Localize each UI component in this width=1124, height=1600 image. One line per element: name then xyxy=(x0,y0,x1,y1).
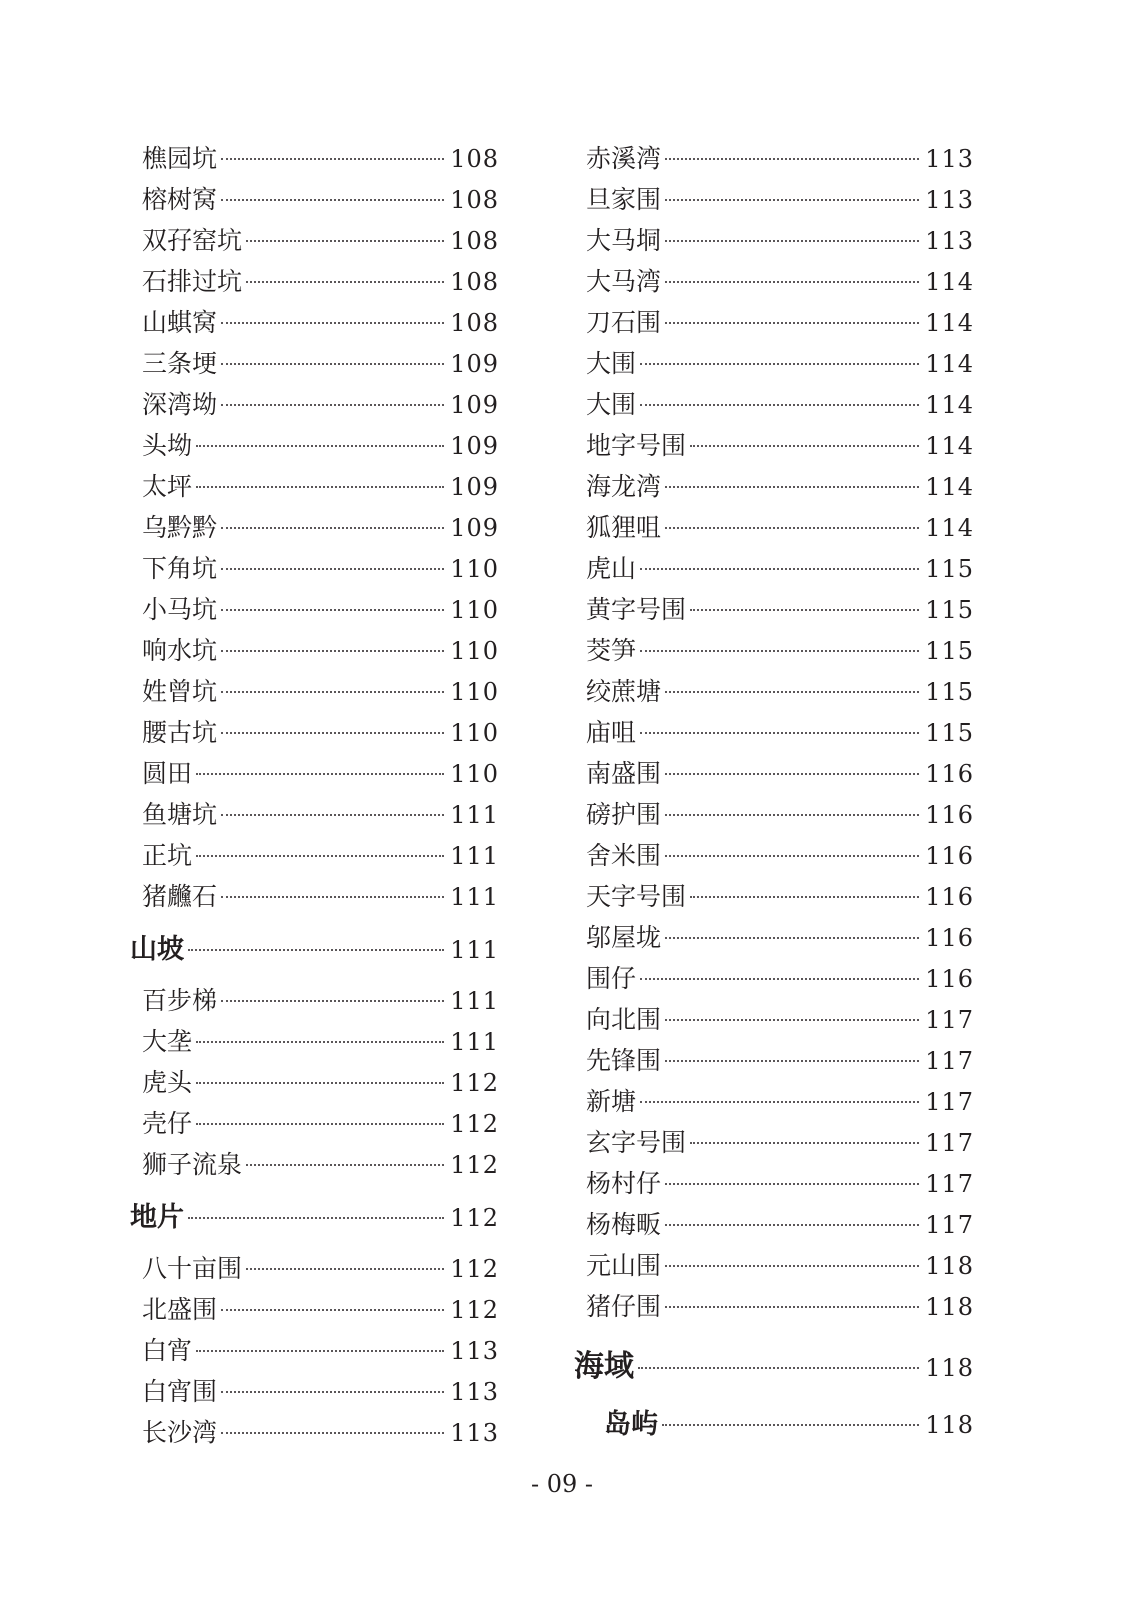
toc-entry-label: 头坳 xyxy=(142,431,193,460)
dot-leader xyxy=(196,486,444,488)
toc-entry-page: 114 xyxy=(925,432,974,460)
toc-entry xyxy=(574,425,974,466)
toc-entry-label: 地片 xyxy=(130,1202,184,1233)
toc-entry-label: 八十亩围 xyxy=(142,1254,243,1283)
toc-entry xyxy=(574,917,974,958)
toc-entry-page: 111 xyxy=(450,883,499,911)
toc-entry-page: 117 xyxy=(925,1170,974,1198)
dot-leader xyxy=(662,1424,919,1426)
toc-entry-page: 108 xyxy=(450,186,499,214)
toc-entry-page: 115 xyxy=(925,637,974,665)
dot-leader xyxy=(221,691,444,693)
toc-entry-page: 109 xyxy=(450,350,499,378)
toc-entry-label: 正坑 xyxy=(142,841,193,870)
dot-leader xyxy=(665,1265,919,1267)
toc-entry-page: 114 xyxy=(925,350,974,378)
toc-entry xyxy=(130,1021,499,1062)
toc-entry-page: 110 xyxy=(450,596,499,624)
dot-leader xyxy=(665,322,919,324)
dot-leader xyxy=(665,199,919,201)
toc-entry-label: 舍米围 xyxy=(586,841,662,870)
toc-entry-label: 磅护围 xyxy=(586,800,662,829)
toc-entry xyxy=(130,630,499,671)
toc-entry-label: 刀石围 xyxy=(586,308,662,337)
toc-entry-page: 113 xyxy=(450,1378,499,1406)
toc-entry xyxy=(130,753,499,794)
toc-entry-page: 118 xyxy=(925,1252,974,1280)
toc-entry-label: 百步梯 xyxy=(142,986,218,1015)
toc-entry-label: 榕树窝 xyxy=(142,185,218,214)
toc-entry xyxy=(130,507,499,548)
toc-entry xyxy=(574,999,974,1040)
dot-leader xyxy=(665,1306,919,1308)
toc-entry-page: 114 xyxy=(925,514,974,542)
dot-leader xyxy=(196,773,444,775)
toc-entry-label: 旦家围 xyxy=(586,185,662,214)
toc-entry-label: 天字号围 xyxy=(586,882,687,911)
toc-entry xyxy=(130,1062,499,1103)
toc-entry xyxy=(574,1081,974,1122)
toc-entry xyxy=(130,1248,499,1289)
toc-entry-label: 石排过坑 xyxy=(142,267,243,296)
toc-right-column xyxy=(574,138,974,1451)
toc-entry-label: 南盛围 xyxy=(586,759,662,788)
toc-entry-page: 111 xyxy=(450,801,499,829)
toc-entry-label: 下角坑 xyxy=(142,554,218,583)
toc-entry-page: 112 xyxy=(450,1110,499,1138)
toc-entry-page: 110 xyxy=(450,555,499,583)
dot-leader xyxy=(221,1000,444,1002)
toc-entry xyxy=(574,261,974,302)
dot-leader xyxy=(196,1350,444,1352)
toc-entry-page: 116 xyxy=(925,842,974,870)
toc-entry xyxy=(130,138,499,179)
dot-leader xyxy=(640,732,919,734)
page-number: - 09 - xyxy=(530,1470,593,1498)
toc-entry-label: 虎山 xyxy=(586,554,637,583)
toc-entry xyxy=(574,671,974,712)
dot-leader xyxy=(640,650,919,652)
toc-entry-page: 113 xyxy=(450,1419,499,1447)
toc-entry-page: 108 xyxy=(450,227,499,255)
toc-entry-label: 庙咀 xyxy=(586,718,637,747)
toc-entry xyxy=(574,220,974,261)
toc-entry xyxy=(574,548,974,589)
toc-entry xyxy=(130,671,499,712)
toc-entry xyxy=(130,220,499,261)
dot-leader xyxy=(221,158,444,160)
toc-entry-label: 向北围 xyxy=(586,1005,662,1034)
dot-leader xyxy=(196,855,444,857)
toc-entry-page: 108 xyxy=(450,309,499,337)
toc-entry xyxy=(574,1040,974,1081)
dot-leader xyxy=(221,568,444,570)
toc-entry-label: 小马坑 xyxy=(142,595,218,624)
toc-entry-label: 狐狸咀 xyxy=(586,513,662,542)
toc-entry-page: 115 xyxy=(925,596,974,624)
dot-leader xyxy=(221,814,444,816)
toc-entry xyxy=(574,712,974,753)
toc-entry-label: 黄字号围 xyxy=(586,595,687,624)
toc-entry-label: 先锋围 xyxy=(586,1046,662,1075)
dot-leader xyxy=(665,1183,919,1185)
toc-entry-page: 112 xyxy=(450,1069,499,1097)
toc-entry-label: 白宵围 xyxy=(142,1377,218,1406)
toc-entry xyxy=(130,980,499,1021)
toc-entry xyxy=(574,835,974,876)
toc-entry-label: 深湾坳 xyxy=(142,390,218,419)
toc-entry xyxy=(574,302,974,343)
toc-entry xyxy=(130,712,499,753)
toc-entry-page: 109 xyxy=(450,432,499,460)
dot-leader xyxy=(246,281,444,283)
toc-entry xyxy=(130,1412,499,1453)
toc-entry-page: 117 xyxy=(925,1211,974,1239)
toc-entry xyxy=(574,384,974,425)
dot-leader xyxy=(665,1019,919,1021)
toc-entry-label: 大围 xyxy=(586,390,637,419)
toc-entry-page: 115 xyxy=(925,719,974,747)
toc-entry xyxy=(130,302,499,343)
toc-entry-label: 鱼塘坑 xyxy=(142,800,218,829)
toc-section-heading xyxy=(574,1399,974,1451)
toc-entry xyxy=(130,876,499,917)
toc-entry-page: 117 xyxy=(925,1047,974,1075)
dot-leader xyxy=(638,1367,919,1369)
dot-leader xyxy=(665,1224,919,1226)
toc-entry xyxy=(574,958,974,999)
toc-entry xyxy=(130,343,499,384)
dot-leader xyxy=(221,650,444,652)
toc-section-heading xyxy=(130,922,499,978)
dot-leader xyxy=(690,609,919,611)
dot-leader xyxy=(188,1217,444,1219)
toc-entry-page: 114 xyxy=(925,473,974,501)
dot-leader xyxy=(221,609,444,611)
toc-entry xyxy=(574,466,974,507)
toc-entry-label: 玄字号围 xyxy=(586,1128,687,1157)
toc-entry-label: 山蜞窝 xyxy=(142,308,218,337)
toc-entry-page: 116 xyxy=(925,801,974,829)
toc-entry-label: 大马垌 xyxy=(586,226,662,255)
dot-leader xyxy=(665,240,919,242)
toc-entry xyxy=(574,630,974,671)
dot-leader xyxy=(246,1268,444,1270)
toc-entry-page: 109 xyxy=(450,391,499,419)
dot-leader xyxy=(665,486,919,488)
toc-entry-label: 猪虪石 xyxy=(142,882,218,911)
toc-entry xyxy=(130,1144,499,1185)
dot-leader xyxy=(665,855,919,857)
toc-entry-label: 赤溪湾 xyxy=(586,144,662,173)
toc-entry-label: 狮子流泉 xyxy=(142,1150,243,1179)
toc-entry-label: 樵园坑 xyxy=(142,144,218,173)
toc-entry xyxy=(574,1204,974,1245)
toc-entry xyxy=(130,794,499,835)
toc-entry-page: 113 xyxy=(450,1337,499,1365)
toc-entry-label: 虎头 xyxy=(142,1068,193,1097)
toc-entry xyxy=(574,138,974,179)
toc-entry-page: 113 xyxy=(925,145,974,173)
toc-entry xyxy=(130,1103,499,1144)
toc-entry xyxy=(130,384,499,425)
toc-entry xyxy=(130,466,499,507)
dot-leader xyxy=(221,1432,444,1434)
dot-leader xyxy=(221,1391,444,1393)
toc-entry-page: 112 xyxy=(450,1296,499,1324)
toc-entry xyxy=(574,507,974,548)
toc-section-heading xyxy=(574,1335,974,1399)
dot-leader xyxy=(640,1101,919,1103)
dot-leader xyxy=(665,937,919,939)
dot-leader xyxy=(665,691,919,693)
dot-leader xyxy=(221,322,444,324)
toc-entry-page: 114 xyxy=(925,391,974,419)
toc-entry xyxy=(130,548,499,589)
dot-leader xyxy=(640,568,919,570)
dot-leader xyxy=(690,1142,919,1144)
dot-leader xyxy=(665,814,919,816)
toc-entry-page: 112 xyxy=(450,1204,499,1232)
toc-entry-page: 112 xyxy=(450,1255,499,1283)
toc-entry xyxy=(574,753,974,794)
toc-entry-page: 116 xyxy=(925,760,974,788)
toc-entry xyxy=(574,1122,974,1163)
toc-entry-label: 太坪 xyxy=(142,472,193,501)
dot-leader xyxy=(640,978,919,980)
dot-leader xyxy=(221,732,444,734)
toc-entry-page: 109 xyxy=(450,514,499,542)
toc-entry-label: 双孖窑坑 xyxy=(142,226,243,255)
toc-entry-label: 姓曾坑 xyxy=(142,677,218,706)
toc-entry xyxy=(574,794,974,835)
toc-entry-page: 110 xyxy=(450,678,499,706)
toc-entry-label: 圆田 xyxy=(142,759,193,788)
dot-leader xyxy=(221,404,444,406)
toc-entry-page: 110 xyxy=(450,719,499,747)
dot-leader xyxy=(196,1082,444,1084)
toc-entry-page: 115 xyxy=(925,555,974,583)
toc-entry xyxy=(130,1289,499,1330)
toc-entry xyxy=(130,835,499,876)
toc-entry xyxy=(574,589,974,630)
dot-leader xyxy=(221,363,444,365)
toc-entry-label: 海龙湾 xyxy=(586,472,662,501)
dot-leader xyxy=(196,1041,444,1043)
dot-leader xyxy=(196,1123,444,1125)
toc-entry-page: 117 xyxy=(925,1006,974,1034)
toc-entry-label: 茭笋 xyxy=(586,636,637,665)
toc-entry-page: 114 xyxy=(925,268,974,296)
toc-entry-label: 杨村仔 xyxy=(586,1169,662,1198)
toc-section-heading xyxy=(130,1190,499,1246)
dot-leader xyxy=(690,896,919,898)
toc-entry-label: 猪仔围 xyxy=(586,1292,662,1321)
dot-leader xyxy=(690,445,919,447)
toc-entry-label: 山坡 xyxy=(130,934,184,965)
toc-entry-page: 108 xyxy=(450,145,499,173)
toc-entry xyxy=(130,1330,499,1371)
toc-entry-page: 109 xyxy=(450,473,499,501)
dot-leader xyxy=(665,773,919,775)
dot-leader xyxy=(221,527,444,529)
toc-entry xyxy=(574,179,974,220)
toc-entry-page: 116 xyxy=(925,924,974,952)
toc-entry-page: 118 xyxy=(925,1293,974,1321)
toc-entry xyxy=(574,343,974,384)
dot-leader xyxy=(246,240,444,242)
toc-entry-label: 大垄 xyxy=(142,1027,193,1056)
toc-entry-page: 110 xyxy=(450,760,499,788)
toc-entry xyxy=(574,1163,974,1204)
dot-leader xyxy=(221,199,444,201)
toc-entry xyxy=(574,876,974,917)
toc-left-column xyxy=(130,138,499,1453)
toc-entry-label: 新塘 xyxy=(586,1087,637,1116)
toc-entry-label: 邬屋垅 xyxy=(586,923,662,952)
toc-entry-label: 岛屿 xyxy=(604,1409,658,1440)
dot-leader xyxy=(246,1164,444,1166)
toc-entry-page: 118 xyxy=(925,1411,974,1439)
toc-entry-label: 北盛围 xyxy=(142,1295,218,1324)
dot-leader xyxy=(665,1060,919,1062)
toc-entry-label: 腰古坑 xyxy=(142,718,218,747)
toc-entry-page: 112 xyxy=(450,1151,499,1179)
dot-leader xyxy=(665,281,919,283)
toc-entry-label: 围仔 xyxy=(586,964,637,993)
toc-entry-label: 大马湾 xyxy=(586,267,662,296)
toc-entry-label: 绞蔗塘 xyxy=(586,677,662,706)
toc-entry xyxy=(130,589,499,630)
toc-entry xyxy=(574,1286,974,1327)
toc-entry xyxy=(574,1245,974,1286)
dot-leader xyxy=(665,527,919,529)
toc-entry-page: 117 xyxy=(925,1129,974,1157)
toc-entry-page: 108 xyxy=(450,268,499,296)
toc-entry-page: 111 xyxy=(450,1028,499,1056)
toc-entry-label: 海域 xyxy=(574,1349,634,1384)
toc-entry-label: 壳仔 xyxy=(142,1109,193,1138)
toc-entry-page: 111 xyxy=(450,936,499,964)
toc-entry-page: 110 xyxy=(450,637,499,665)
dot-leader xyxy=(640,363,919,365)
dot-leader xyxy=(188,949,444,951)
toc-entry-page: 115 xyxy=(925,678,974,706)
toc-entry-page: 118 xyxy=(925,1354,974,1382)
toc-entry xyxy=(130,425,499,466)
toc-entry xyxy=(130,1371,499,1412)
toc-entry-page: 116 xyxy=(925,883,974,911)
toc-entry-label: 响水坑 xyxy=(142,636,218,665)
toc-entry-label: 杨梅畈 xyxy=(586,1210,662,1239)
toc-entry-label: 乌黔黔 xyxy=(142,513,218,542)
toc-entry-page: 111 xyxy=(450,987,499,1015)
toc-entry-label: 长沙湾 xyxy=(142,1418,218,1447)
toc-entry-page: 113 xyxy=(925,186,974,214)
toc-entry xyxy=(130,179,499,220)
toc-entry-page: 116 xyxy=(925,965,974,993)
toc-entry-page: 117 xyxy=(925,1088,974,1116)
toc-entry-label: 地字号围 xyxy=(586,431,687,460)
toc-entry-label: 三条埂 xyxy=(142,349,218,378)
dot-leader xyxy=(196,445,444,447)
toc-entry-label: 大围 xyxy=(586,349,637,378)
toc-entry-label: 白宵 xyxy=(142,1336,193,1365)
dot-leader xyxy=(221,1309,444,1311)
toc-entry xyxy=(130,261,499,302)
dot-leader xyxy=(640,404,919,406)
dot-leader xyxy=(221,896,444,898)
toc-entry-label: 元山围 xyxy=(586,1251,662,1280)
toc-entry-page: 113 xyxy=(925,227,974,255)
toc-entry-page: 111 xyxy=(450,842,499,870)
toc-entry-page: 114 xyxy=(925,309,974,337)
dot-leader xyxy=(665,158,919,160)
